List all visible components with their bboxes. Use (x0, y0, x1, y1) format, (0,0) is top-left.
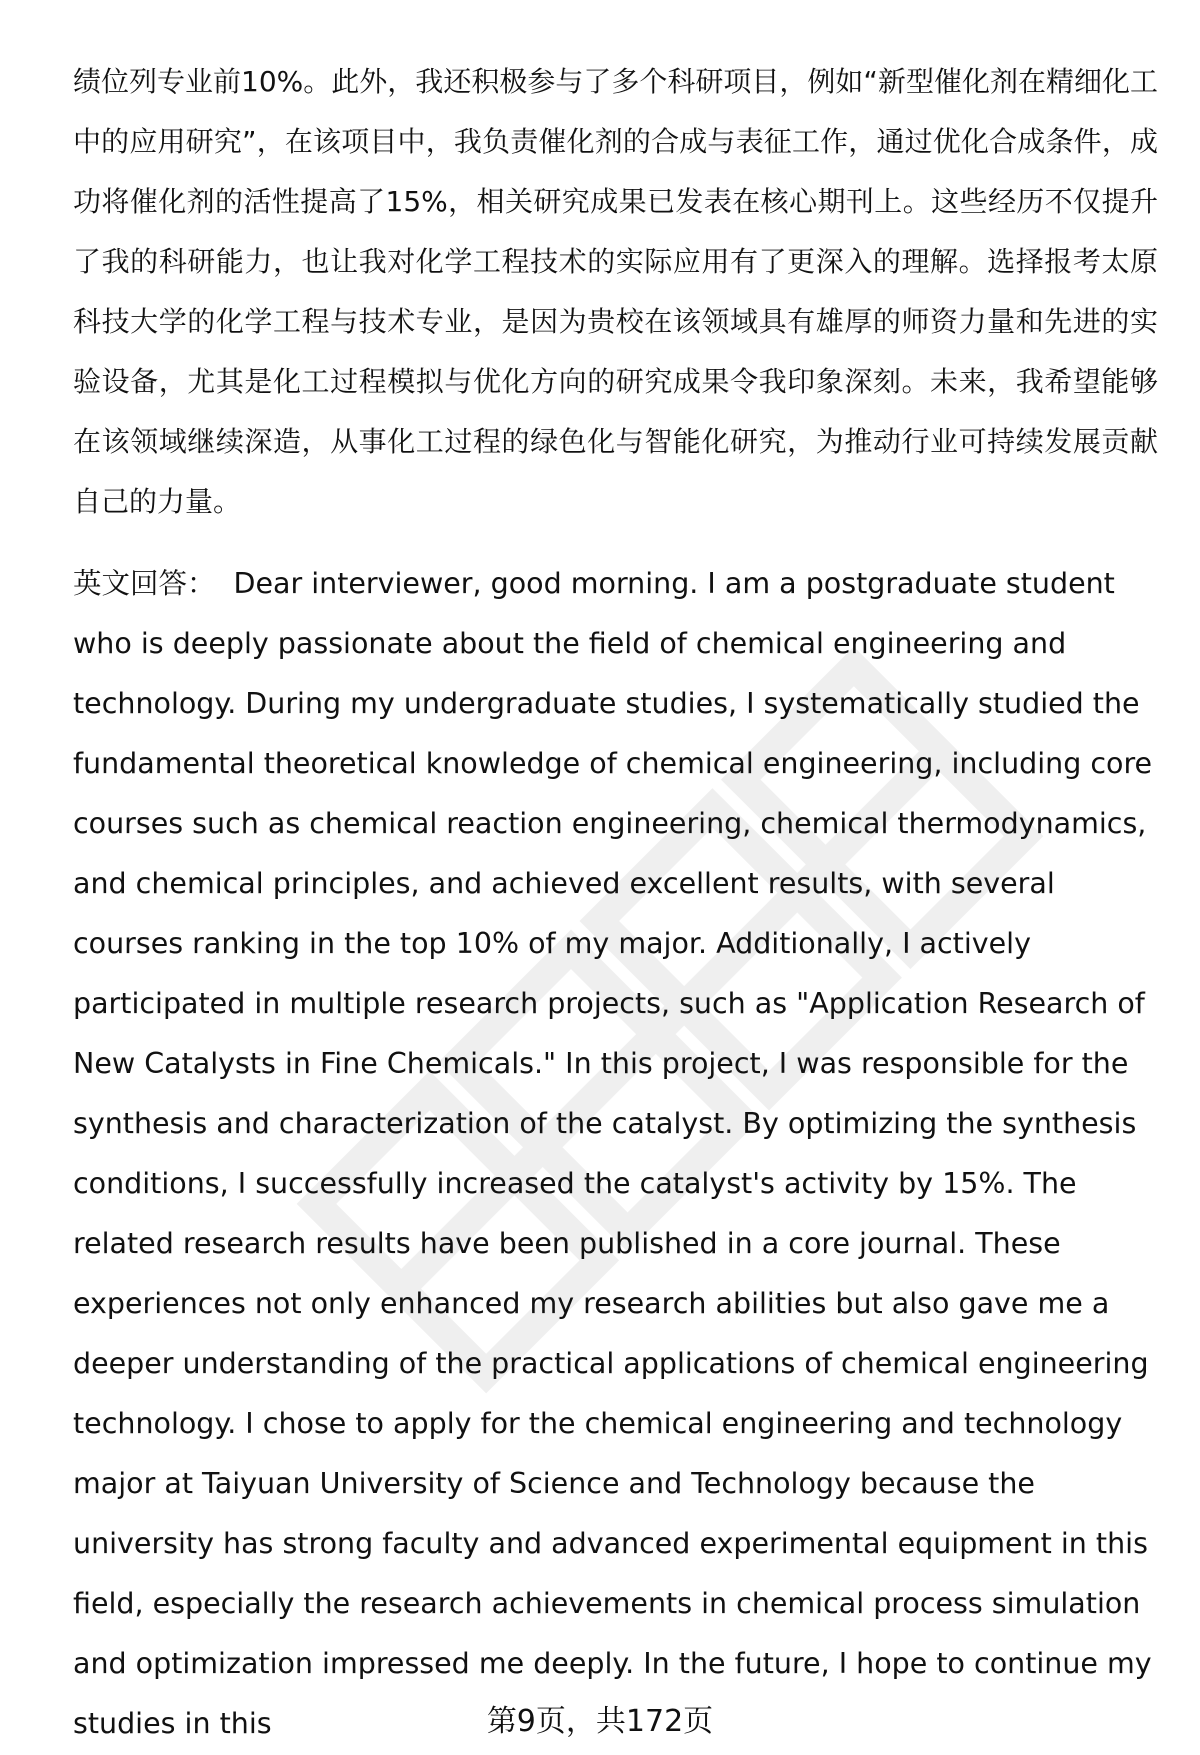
document-content (73, 52, 1158, 1754)
english-answer-label: 英文回答： (73, 567, 216, 600)
english-answer-text: Dear interviewer, good morning. I am a postgraduate student who is deeply passionate about the field of chemical engineering and technology. During my undergraduate studies, I systematically studied the fundamental theoretical knowledge of chemical engineering, including core courses such as chemical reaction engineering, chemical thermodynamics, and chemical principles, and achieved excellent results, with several courses ranking in the top 10% of my major. Additionally, I actively participated in multiple research projects, such as "Application Research of New Catalysts in Fine Chemicals." In this project, I was responsible for the synthesis and characterization of the catalyst. By optimizing the synthesis conditions, I successfully increased the catalyst's activity by 15%. The related research results have been published in a core journal. These experiences not only enhanced my research abilities but also gave me a deeper understanding of the practical applications of chemical engineering technology. I chose to apply for the chemical engineering and technology major at Taiyuan University of Science and Technology because the university has strong faculty and advanced experimental equipment in this field, especially the research achievements in chemical process simulation and optimization impressed me deeply. In the future, I hope to continue my studies in this (73, 567, 1153, 1740)
chinese-answer-paragraph: 绩位列专业前10%。此外，我还积极参与了多个科研项目，例如“新型催化剂在精细化工中的应用研究”，在该项目中，我负责催化剂的合成与表征工作，通过优化合成条件，成功将催化剂的活性提高了15%，相关研究成果已发表在核心期刊上。这些经历不仅提升了我的科研能力，也让我对化学工程技术的实际应用有了更深入的理解。选择报考太原科技大学的化学工程与技术专业，是因为贵校在该领域具有雄厚的师资力量和先进的实验设备，尤其是化工过程模拟与优化方向的研究成果令我印象深刻。未来，我希望能够在该领域继续深造，从事化工过程的绿色化与智能化研究，为推动行业可持续发展贡献自己的力量。 (73, 65, 1158, 518)
english-answer-paragraph (73, 554, 1158, 1754)
page-number-footer: 第9页，共172页 (486, 1704, 714, 1739)
